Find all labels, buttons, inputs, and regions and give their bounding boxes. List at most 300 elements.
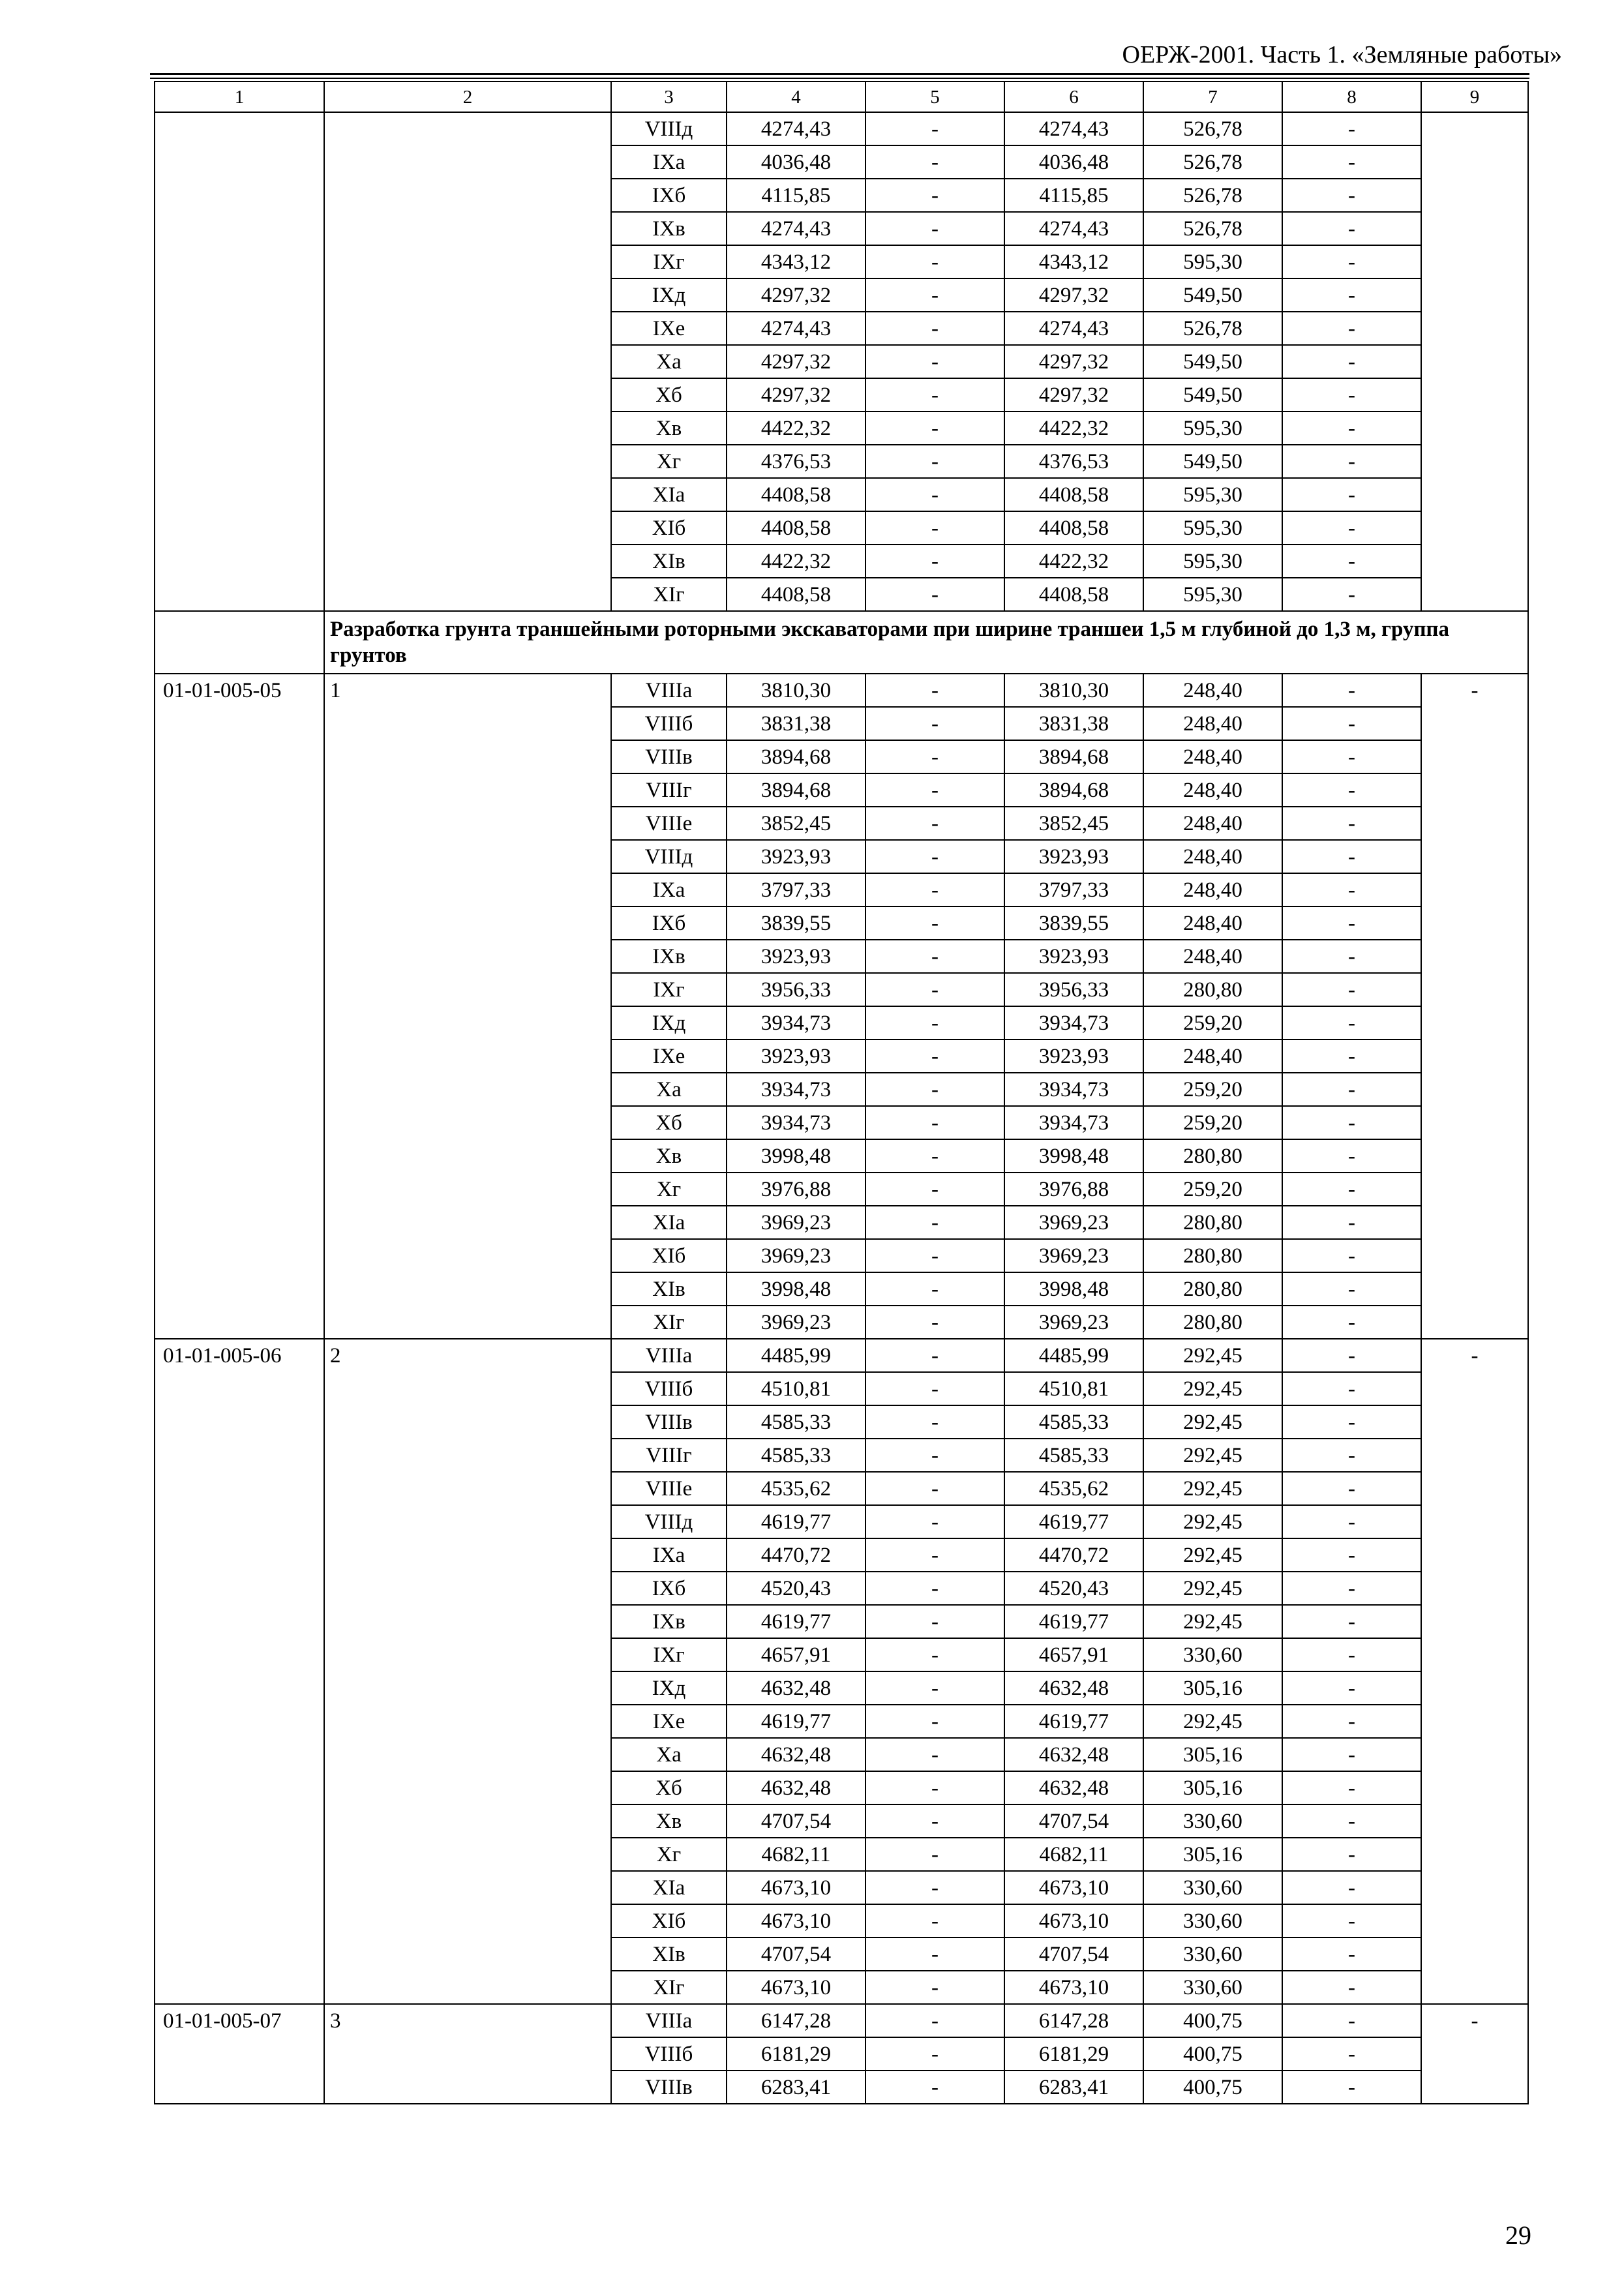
- operator-wages-cell: 280,80: [1143, 1272, 1282, 1306]
- machine-cost-cell: 3969,23: [1004, 1306, 1143, 1339]
- total-cost-cell: 4585,33: [727, 1439, 865, 1472]
- materials-cell: -: [1282, 1372, 1421, 1405]
- operator-wages-cell: 280,80: [1143, 973, 1282, 1006]
- wages-cell: -: [865, 1538, 1004, 1572]
- section-title: Разработка грунта траншейными роторными экскаваторами при ширине траншеи 1,5 м глубиной до 1,3 м, группа грунтов: [324, 611, 1528, 674]
- wages-cell: -: [865, 278, 1004, 312]
- operator-wages-cell: 292,45: [1143, 1439, 1282, 1472]
- total-cost-cell: 3923,93: [727, 940, 865, 973]
- total-cost-cell: 4408,58: [727, 478, 865, 511]
- materials-cell: -: [1282, 740, 1421, 773]
- machine-cost-cell: 6181,29: [1004, 2037, 1143, 2071]
- wages-cell: -: [865, 1738, 1004, 1771]
- materials-cell: -: [1282, 1206, 1421, 1239]
- operator-wages-cell: 259,20: [1143, 1106, 1282, 1139]
- soil-category-cell: VIIIе: [611, 1472, 727, 1505]
- total-cost-cell: 4673,10: [727, 1904, 865, 1937]
- operator-wages-cell: 248,40: [1143, 707, 1282, 740]
- total-cost-cell: 4632,48: [727, 1771, 865, 1804]
- total-cost-cell: 4274,43: [727, 112, 865, 145]
- machine-cost-cell: 6147,28: [1004, 2004, 1143, 2037]
- wages-cell: -: [865, 2071, 1004, 2104]
- materials-cell: -: [1282, 707, 1421, 740]
- wages-cell: -: [865, 1073, 1004, 1106]
- price-table: [154, 81, 1529, 2104]
- operator-wages-cell: 526,78: [1143, 212, 1282, 245]
- materials-cell: -: [1282, 674, 1421, 707]
- table-row: [155, 112, 1528, 145]
- total-cost-cell: 4485,99: [727, 1339, 865, 1372]
- machine-cost-cell: 4297,32: [1004, 378, 1143, 411]
- soil-category-cell: VIIIв: [611, 740, 727, 773]
- operator-wages-cell: 292,45: [1143, 1472, 1282, 1505]
- total-cost-cell: 3969,23: [727, 1239, 865, 1272]
- materials-cell: -: [1282, 1306, 1421, 1339]
- wages-cell: -: [865, 1804, 1004, 1838]
- wages-cell: -: [865, 511, 1004, 545]
- materials-cell: -: [1282, 1006, 1421, 1040]
- soil-category-cell: XIб: [611, 1904, 727, 1937]
- section-empty-cell: [155, 611, 324, 674]
- col9-cell: -: [1421, 674, 1528, 1339]
- soil-category-cell: IXе: [611, 1705, 727, 1738]
- operator-wages-cell: 259,20: [1143, 1173, 1282, 1206]
- machine-cost-cell: 3831,38: [1004, 707, 1143, 740]
- machine-cost-cell: 4619,77: [1004, 1705, 1143, 1738]
- total-cost-cell: 3969,23: [727, 1206, 865, 1239]
- materials-cell: -: [1282, 1671, 1421, 1705]
- machine-cost-cell: 4535,62: [1004, 1472, 1143, 1505]
- operator-wages-cell: 549,50: [1143, 378, 1282, 411]
- wages-cell: -: [865, 1771, 1004, 1804]
- materials-cell: -: [1282, 1971, 1421, 2004]
- wages-cell: -: [865, 1173, 1004, 1206]
- column-number-cell: 8: [1282, 82, 1421, 112]
- soil-category-cell: Xа: [611, 1738, 727, 1771]
- materials-cell: -: [1282, 1838, 1421, 1871]
- wages-cell: -: [865, 1372, 1004, 1405]
- wages-cell: -: [865, 807, 1004, 840]
- wages-cell: -: [865, 1638, 1004, 1671]
- col9-cell: [1421, 112, 1528, 611]
- total-cost-cell: 3998,48: [727, 1272, 865, 1306]
- materials-cell: -: [1282, 1239, 1421, 1272]
- wages-cell: -: [865, 1904, 1004, 1937]
- soil-category-cell: IXг: [611, 245, 727, 278]
- table-row: [155, 674, 1528, 707]
- table-body: [155, 82, 1528, 2104]
- machine-cost-cell: 3969,23: [1004, 1206, 1143, 1239]
- materials-cell: -: [1282, 378, 1421, 411]
- wages-cell: -: [865, 740, 1004, 773]
- operator-wages-cell: 400,75: [1143, 2004, 1282, 2037]
- machine-cost-cell: 4673,10: [1004, 1871, 1143, 1904]
- materials-cell: -: [1282, 1771, 1421, 1804]
- materials-cell: -: [1282, 545, 1421, 578]
- operator-wages-cell: 280,80: [1143, 1139, 1282, 1173]
- wages-cell: -: [865, 179, 1004, 212]
- soil-category-cell: IXе: [611, 1040, 727, 1073]
- soil-category-cell: XIб: [611, 1239, 727, 1272]
- soil-category-cell: Xв: [611, 1139, 727, 1173]
- wages-cell: -: [865, 1139, 1004, 1173]
- operator-wages-cell: 259,20: [1143, 1006, 1282, 1040]
- machine-cost-cell: 4343,12: [1004, 245, 1143, 278]
- soil-category-cell: Xа: [611, 345, 727, 378]
- materials-cell: -: [1282, 145, 1421, 179]
- wages-cell: -: [865, 773, 1004, 807]
- soil-category-cell: VIIIд: [611, 1505, 727, 1538]
- materials-cell: -: [1282, 112, 1421, 145]
- total-cost-cell: 6283,41: [727, 2071, 865, 2104]
- col9-cell: -: [1421, 2004, 1528, 2104]
- wages-cell: -: [865, 674, 1004, 707]
- operator-wages-cell: 305,16: [1143, 1838, 1282, 1871]
- materials-cell: -: [1282, 445, 1421, 478]
- soil-category-cell: IXа: [611, 1538, 727, 1572]
- machine-cost-cell: 4422,32: [1004, 411, 1143, 445]
- machine-cost-cell: 3976,88: [1004, 1173, 1143, 1206]
- total-cost-cell: 4619,77: [727, 1605, 865, 1638]
- wages-cell: -: [865, 707, 1004, 740]
- materials-cell: -: [1282, 1472, 1421, 1505]
- soil-category-cell: Xг: [611, 1838, 727, 1871]
- materials-cell: -: [1282, 873, 1421, 906]
- section-row: [155, 611, 1528, 674]
- soil-category-cell: VIIIв: [611, 1405, 727, 1439]
- total-cost-cell: 3923,93: [727, 840, 865, 873]
- operator-wages-cell: 292,45: [1143, 1405, 1282, 1439]
- materials-cell: -: [1282, 1605, 1421, 1638]
- materials-cell: -: [1282, 1339, 1421, 1372]
- column-number-cell: 7: [1143, 82, 1282, 112]
- operator-wages-cell: 292,45: [1143, 1572, 1282, 1605]
- materials-cell: -: [1282, 1439, 1421, 1472]
- total-cost-cell: 6181,29: [727, 2037, 865, 2071]
- total-cost-cell: 3852,45: [727, 807, 865, 840]
- wages-cell: -: [865, 873, 1004, 906]
- total-cost-cell: 4297,32: [727, 278, 865, 312]
- machine-cost-cell: 4657,91: [1004, 1638, 1143, 1671]
- wages-cell: -: [865, 212, 1004, 245]
- machine-cost-cell: 4408,58: [1004, 478, 1143, 511]
- total-cost-cell: 3956,33: [727, 973, 865, 1006]
- soil-category-cell: VIIIе: [611, 807, 727, 840]
- total-cost-cell: 4707,54: [727, 1804, 865, 1838]
- total-cost-cell: 4632,48: [727, 1738, 865, 1771]
- operator-wages-cell: 595,30: [1143, 411, 1282, 445]
- operator-wages-cell: 248,40: [1143, 873, 1282, 906]
- materials-cell: -: [1282, 973, 1421, 1006]
- materials-cell: -: [1282, 1904, 1421, 1937]
- machine-cost-cell: 4510,81: [1004, 1372, 1143, 1405]
- wages-cell: -: [865, 1937, 1004, 1971]
- total-cost-cell: 3998,48: [727, 1139, 865, 1173]
- total-cost-cell: 4376,53: [727, 445, 865, 478]
- wages-cell: -: [865, 1505, 1004, 1538]
- materials-cell: -: [1282, 278, 1421, 312]
- wages-cell: -: [865, 2037, 1004, 2071]
- operator-wages-cell: 330,60: [1143, 1638, 1282, 1671]
- machine-cost-cell: 3923,93: [1004, 940, 1143, 973]
- machine-cost-cell: 4585,33: [1004, 1439, 1143, 1472]
- machine-cost-cell: 3934,73: [1004, 1006, 1143, 1040]
- wages-cell: -: [865, 1472, 1004, 1505]
- operator-wages-cell: 400,75: [1143, 2037, 1282, 2071]
- column-number-row: [155, 82, 1528, 112]
- machine-cost-cell: 3998,48: [1004, 1139, 1143, 1173]
- operator-wages-cell: 292,45: [1143, 1339, 1282, 1372]
- materials-cell: -: [1282, 578, 1421, 611]
- wages-cell: -: [865, 1405, 1004, 1439]
- soil-category-cell: XIб: [611, 511, 727, 545]
- wages-cell: -: [865, 378, 1004, 411]
- operator-wages-cell: 248,40: [1143, 1040, 1282, 1073]
- column-number-cell: 2: [324, 82, 611, 112]
- materials-cell: -: [1282, 478, 1421, 511]
- operator-wages-cell: 280,80: [1143, 1306, 1282, 1339]
- operator-wages-cell: 595,30: [1143, 578, 1282, 611]
- wages-cell: -: [865, 1272, 1004, 1306]
- materials-cell: -: [1282, 1705, 1421, 1738]
- wages-cell: -: [865, 1106, 1004, 1139]
- machine-cost-cell: 4470,72: [1004, 1538, 1143, 1572]
- operator-wages-cell: 330,60: [1143, 1904, 1282, 1937]
- materials-cell: -: [1282, 411, 1421, 445]
- total-cost-cell: 4343,12: [727, 245, 865, 278]
- soil-category-cell: XIв: [611, 1272, 727, 1306]
- materials-cell: -: [1282, 1572, 1421, 1605]
- machine-cost-cell: 3923,93: [1004, 1040, 1143, 1073]
- wages-cell: -: [865, 1206, 1004, 1239]
- soil-category-cell: Xб: [611, 1106, 727, 1139]
- wages-cell: -: [865, 906, 1004, 940]
- total-cost-cell: 4297,32: [727, 345, 865, 378]
- machine-cost-cell: 4707,54: [1004, 1937, 1143, 1971]
- total-cost-cell: 4619,77: [727, 1505, 865, 1538]
- soil-category-cell: XIг: [611, 1971, 727, 2004]
- operator-wages-cell: 259,20: [1143, 1073, 1282, 1106]
- materials-cell: -: [1282, 1738, 1421, 1771]
- machine-cost-cell: 4673,10: [1004, 1971, 1143, 2004]
- soil-category-cell: IXа: [611, 145, 727, 179]
- total-cost-cell: 3934,73: [727, 1106, 865, 1139]
- wages-cell: -: [865, 1605, 1004, 1638]
- wages-cell: -: [865, 445, 1004, 478]
- operator-wages-cell: 248,40: [1143, 906, 1282, 940]
- wages-cell: -: [865, 1006, 1004, 1040]
- operator-wages-cell: 330,60: [1143, 1937, 1282, 1971]
- soil-category-cell: XIв: [611, 1937, 727, 1971]
- machine-cost-cell: 4520,43: [1004, 1572, 1143, 1605]
- materials-cell: -: [1282, 1106, 1421, 1139]
- total-cost-cell: 3976,88: [727, 1173, 865, 1206]
- materials-cell: -: [1282, 1505, 1421, 1538]
- total-cost-cell: 4520,43: [727, 1572, 865, 1605]
- total-cost-cell: 3839,55: [727, 906, 865, 940]
- wages-cell: -: [865, 1439, 1004, 1472]
- wages-cell: -: [865, 145, 1004, 179]
- code-cell: 01-01-005-06: [155, 1339, 324, 2004]
- machine-cost-cell: 4682,11: [1004, 1838, 1143, 1871]
- soil-category-cell: IXв: [611, 212, 727, 245]
- wages-cell: -: [865, 312, 1004, 345]
- wages-cell: -: [865, 1871, 1004, 1904]
- machine-cost-cell: 3934,73: [1004, 1073, 1143, 1106]
- machine-cost-cell: 4707,54: [1004, 1804, 1143, 1838]
- operator-wages-cell: 292,45: [1143, 1372, 1282, 1405]
- soil-category-cell: VIIIд: [611, 112, 727, 145]
- machine-cost-cell: 4036,48: [1004, 145, 1143, 179]
- soil-category-cell: Xг: [611, 1173, 727, 1206]
- soil-category-cell: Xб: [611, 378, 727, 411]
- soil-category-cell: IXд: [611, 278, 727, 312]
- table-row: [155, 1339, 1528, 1372]
- machine-cost-cell: 3969,23: [1004, 1239, 1143, 1272]
- machine-cost-cell: 4297,32: [1004, 345, 1143, 378]
- soil-category-cell: VIIIа: [611, 1339, 727, 1372]
- materials-cell: -: [1282, 1139, 1421, 1173]
- total-cost-cell: 4274,43: [727, 312, 865, 345]
- total-cost-cell: 4470,72: [727, 1538, 865, 1572]
- soil-category-cell: IXв: [611, 940, 727, 973]
- wages-cell: -: [865, 1306, 1004, 1339]
- operator-wages-cell: 248,40: [1143, 840, 1282, 873]
- total-cost-cell: 4115,85: [727, 179, 865, 212]
- operator-wages-cell: 526,78: [1143, 179, 1282, 212]
- code-cell: 01-01-005-07: [155, 2004, 324, 2104]
- column-number-cell: 4: [727, 82, 865, 112]
- wages-cell: -: [865, 2004, 1004, 2037]
- total-cost-cell: 3934,73: [727, 1073, 865, 1106]
- code-cell: [155, 112, 324, 611]
- operator-wages-cell: 526,78: [1143, 112, 1282, 145]
- operator-wages-cell: 292,45: [1143, 1605, 1282, 1638]
- materials-cell: -: [1282, 1173, 1421, 1206]
- soil-category-cell: IXг: [611, 1638, 727, 1671]
- total-cost-cell: 4682,11: [727, 1838, 865, 1871]
- materials-cell: -: [1282, 245, 1421, 278]
- header-rule: [150, 78, 1529, 79]
- total-cost-cell: 4408,58: [727, 578, 865, 611]
- soil-category-cell: Xв: [611, 1804, 727, 1838]
- column-number-cell: 6: [1004, 82, 1143, 112]
- total-cost-cell: 3969,23: [727, 1306, 865, 1339]
- wages-cell: -: [865, 1339, 1004, 1372]
- operator-wages-cell: 595,30: [1143, 511, 1282, 545]
- operator-wages-cell: 280,80: [1143, 1206, 1282, 1239]
- total-cost-cell: 4707,54: [727, 1937, 865, 1971]
- total-cost-cell: 4422,32: [727, 545, 865, 578]
- total-cost-cell: 4657,91: [727, 1638, 865, 1671]
- total-cost-cell: 4422,32: [727, 411, 865, 445]
- total-cost-cell: 4535,62: [727, 1472, 865, 1505]
- materials-cell: -: [1282, 1272, 1421, 1306]
- total-cost-cell: 4585,33: [727, 1405, 865, 1439]
- machine-cost-cell: 3852,45: [1004, 807, 1143, 840]
- total-cost-cell: 4673,10: [727, 1971, 865, 2004]
- machine-cost-cell: 3810,30: [1004, 674, 1143, 707]
- materials-cell: -: [1282, 312, 1421, 345]
- wages-cell: -: [865, 840, 1004, 873]
- total-cost-cell: 3810,30: [727, 674, 865, 707]
- operator-wages-cell: 280,80: [1143, 1239, 1282, 1272]
- soil-category-cell: Xв: [611, 411, 727, 445]
- materials-cell: -: [1282, 1538, 1421, 1572]
- soil-category-cell: XIа: [611, 478, 727, 511]
- operator-wages-cell: 292,45: [1143, 1538, 1282, 1572]
- soil-category-cell: VIIIг: [611, 1439, 727, 1472]
- operator-wages-cell: 248,40: [1143, 674, 1282, 707]
- total-cost-cell: 4510,81: [727, 1372, 865, 1405]
- materials-cell: -: [1282, 1073, 1421, 1106]
- operator-wages-cell: 248,40: [1143, 807, 1282, 840]
- materials-cell: -: [1282, 2071, 1421, 2104]
- machine-cost-cell: 3998,48: [1004, 1272, 1143, 1306]
- wages-cell: -: [865, 345, 1004, 378]
- running-header: ОЕРЖ-2001. Часть 1. «Земляные работы»: [1122, 41, 1562, 68]
- machine-cost-cell: 3923,93: [1004, 840, 1143, 873]
- total-cost-cell: 4619,77: [727, 1705, 865, 1738]
- header-rule: [150, 73, 1529, 75]
- soil-category-cell: Xб: [611, 1771, 727, 1804]
- wages-cell: -: [865, 1705, 1004, 1738]
- machine-cost-cell: 4619,77: [1004, 1505, 1143, 1538]
- total-cost-cell: 3894,68: [727, 773, 865, 807]
- machine-cost-cell: 4274,43: [1004, 112, 1143, 145]
- soil-category-cell: VIIIб: [611, 2037, 727, 2071]
- materials-cell: -: [1282, 1405, 1421, 1439]
- operator-wages-cell: 305,16: [1143, 1738, 1282, 1771]
- total-cost-cell: 3894,68: [727, 740, 865, 773]
- machine-cost-cell: 4673,10: [1004, 1904, 1143, 1937]
- table-row: [155, 2004, 1528, 2037]
- page-number: 29: [1505, 2221, 1531, 2250]
- operator-wages-cell: 292,45: [1143, 1705, 1282, 1738]
- soil-category-cell: IXа: [611, 873, 727, 906]
- operator-wages-cell: 526,78: [1143, 312, 1282, 345]
- wages-cell: -: [865, 545, 1004, 578]
- operator-wages-cell: 248,40: [1143, 940, 1282, 973]
- operator-wages-cell: 400,75: [1143, 2071, 1282, 2104]
- total-cost-cell: 4632,48: [727, 1671, 865, 1705]
- materials-cell: -: [1282, 1804, 1421, 1838]
- operator-wages-cell: 595,30: [1143, 545, 1282, 578]
- machine-cost-cell: 4376,53: [1004, 445, 1143, 478]
- materials-cell: -: [1282, 1871, 1421, 1904]
- wages-cell: -: [865, 1838, 1004, 1871]
- machine-cost-cell: 4585,33: [1004, 1405, 1143, 1439]
- operator-wages-cell: 595,30: [1143, 245, 1282, 278]
- materials-cell: -: [1282, 773, 1421, 807]
- total-cost-cell: 3797,33: [727, 873, 865, 906]
- machine-cost-cell: 4297,32: [1004, 278, 1143, 312]
- machine-cost-cell: 3894,68: [1004, 740, 1143, 773]
- column-number-cell: 3: [611, 82, 727, 112]
- operator-wages-cell: 248,40: [1143, 773, 1282, 807]
- operator-wages-cell: 292,45: [1143, 1505, 1282, 1538]
- materials-cell: -: [1282, 179, 1421, 212]
- column-number-cell: 9: [1421, 82, 1528, 112]
- operator-wages-cell: 330,60: [1143, 1971, 1282, 2004]
- machine-cost-cell: 3797,33: [1004, 873, 1143, 906]
- materials-cell: -: [1282, 1937, 1421, 1971]
- operator-wages-cell: 595,30: [1143, 478, 1282, 511]
- group-cell: 1: [324, 674, 611, 1339]
- operator-wages-cell: 248,40: [1143, 740, 1282, 773]
- soil-category-cell: VIIIб: [611, 707, 727, 740]
- wages-cell: -: [865, 112, 1004, 145]
